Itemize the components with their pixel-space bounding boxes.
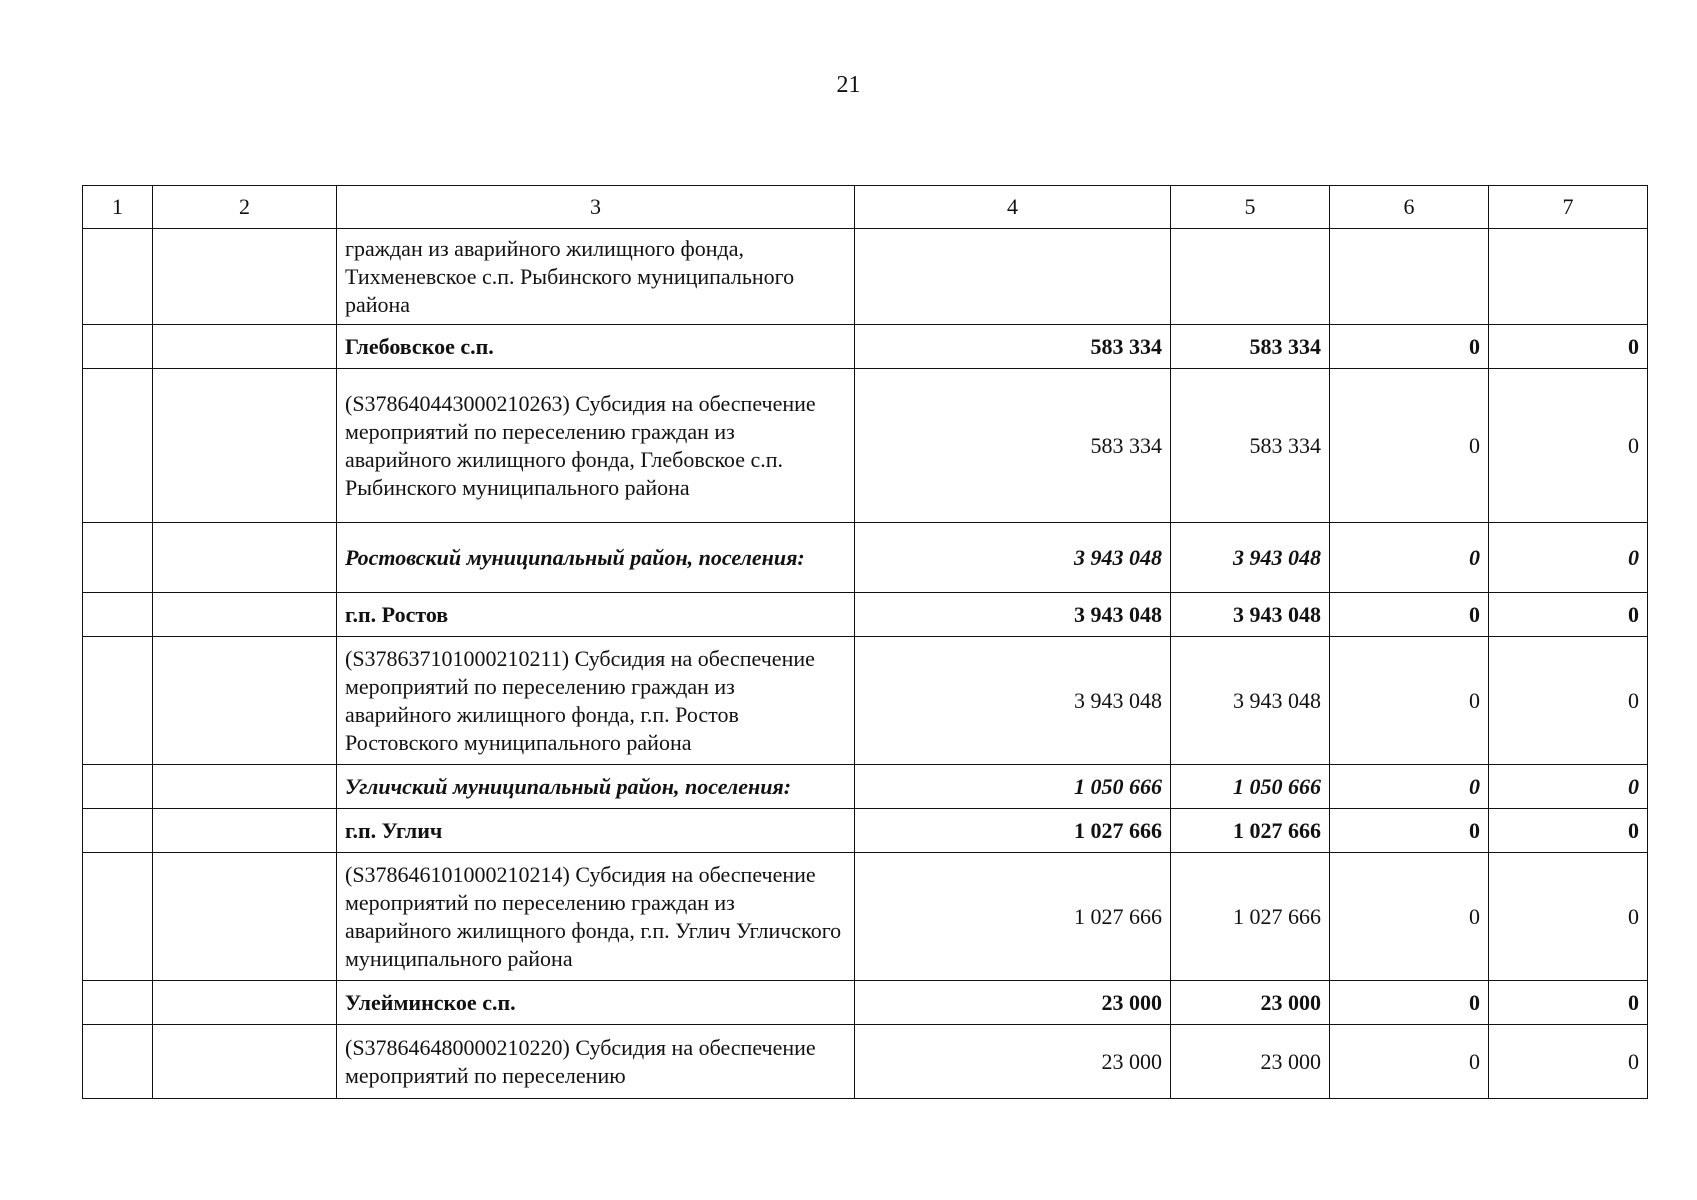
cell-col-1: [83, 523, 153, 593]
cell-col-5: 23 000: [1171, 1025, 1330, 1099]
cell-col-2: [153, 809, 337, 853]
cell-col-5: 3 943 048: [1171, 637, 1330, 765]
cell-col-2: [153, 593, 337, 637]
cell-col-6: 0: [1330, 325, 1489, 369]
cell-col-6: 0: [1330, 637, 1489, 765]
budget-table: [82, 185, 1648, 1099]
table-row: [83, 765, 1648, 809]
cell-description: (S378637101000210211) Субсидия на обеспечение мероприятий по переселению граждан из аварийного жилищного фонда, г.п. Ростов Ростовского муниципального района: [337, 637, 855, 765]
cell-col-5: 3 943 048: [1171, 593, 1330, 637]
header-col-1: 1: [83, 186, 153, 229]
cell-col-1: [83, 229, 153, 325]
table-row: [83, 523, 1648, 593]
cell-col-5: 1 050 666: [1171, 765, 1330, 809]
table-body: [83, 229, 1648, 1099]
cell-col-5: 3 943 048: [1171, 523, 1330, 593]
page-number: 21: [836, 72, 861, 98]
cell-col-7: 0: [1489, 369, 1648, 523]
cell-col-1: [83, 593, 153, 637]
table-row: [83, 853, 1648, 981]
cell-col-1: [83, 325, 153, 369]
cell-col-1: [83, 809, 153, 853]
cell-description: (S378640443000210263) Субсидия на обеспечение мероприятий по переселению граждан из аварийного жилищного фонда, Глебовское с.п. Рыбинского муниципального района: [337, 369, 855, 523]
cell-col-4: 583 334: [855, 325, 1171, 369]
cell-col-1: [83, 369, 153, 523]
cell-col-7: 0: [1489, 853, 1648, 981]
cell-col-2: [153, 981, 337, 1025]
cell-col-6: 0: [1330, 593, 1489, 637]
cell-col-4: 1 027 666: [855, 853, 1171, 981]
cell-col-2: [153, 1025, 337, 1099]
cell-description: Ростовский муниципальный район, поселения:: [337, 523, 855, 593]
cell-col-2: [153, 523, 337, 593]
cell-col-4: 1 050 666: [855, 765, 1171, 809]
header-row: [83, 186, 1648, 229]
cell-col-7: 0: [1489, 593, 1648, 637]
cell-col-5: [1171, 229, 1330, 325]
cell-col-4: 3 943 048: [855, 593, 1171, 637]
cell-col-7: 0: [1489, 325, 1648, 369]
cell-col-7: [1489, 229, 1648, 325]
cell-description: Угличский муниципальный район, поселения:: [337, 765, 855, 809]
table-row: [83, 325, 1648, 369]
cell-col-6: 0: [1330, 523, 1489, 593]
cell-col-4: 583 334: [855, 369, 1171, 523]
header-col-3: 3: [337, 186, 855, 229]
cell-col-6: 0: [1330, 853, 1489, 981]
cell-col-7: 0: [1489, 1025, 1648, 1099]
header-col-6: 6: [1330, 186, 1489, 229]
cell-col-7: 0: [1489, 809, 1648, 853]
cell-col-6: 0: [1330, 1025, 1489, 1099]
cell-col-2: [153, 369, 337, 523]
cell-description: (S378646480000210220) Субсидия на обеспечение мероприятий по переселению: [337, 1025, 855, 1099]
cell-col-2: [153, 853, 337, 981]
cell-col-1: [83, 1025, 153, 1099]
cell-col-2: [153, 229, 337, 325]
cell-col-4: 3 943 048: [855, 523, 1171, 593]
cell-description: (S378646101000210214) Субсидия на обеспечение мероприятий по переселению граждан из аварийного жилищного фонда, г.п. Углич Угличского муниципального района: [337, 853, 855, 981]
cell-col-2: [153, 637, 337, 765]
header-col-5: 5: [1171, 186, 1330, 229]
cell-description: Глебовское с.п.: [337, 325, 855, 369]
cell-col-1: [83, 981, 153, 1025]
header-col-2: 2: [153, 186, 337, 229]
cell-col-4: 23 000: [855, 981, 1171, 1025]
header-col-4: 4: [855, 186, 1171, 229]
cell-col-7: 0: [1489, 637, 1648, 765]
header-col-7: 7: [1489, 186, 1648, 229]
cell-col-4: 1 027 666: [855, 809, 1171, 853]
cell-col-2: [153, 325, 337, 369]
cell-col-5: 583 334: [1171, 325, 1330, 369]
cell-description: граждан из аварийного жилищного фонда, Тихменевское с.п. Рыбинского муниципального района: [337, 229, 855, 325]
cell-col-5: 23 000: [1171, 981, 1330, 1025]
cell-col-4: 3 943 048: [855, 637, 1171, 765]
cell-col-6: [1330, 229, 1489, 325]
cell-description: г.п. Углич: [337, 809, 855, 853]
cell-col-7: 0: [1489, 981, 1648, 1025]
table-row: [83, 229, 1648, 325]
cell-description: Улейминское с.п.: [337, 981, 855, 1025]
cell-col-6: 0: [1330, 809, 1489, 853]
cell-col-6: 0: [1330, 765, 1489, 809]
table-row: [83, 637, 1648, 765]
cell-col-7: 0: [1489, 765, 1648, 809]
cell-col-4: [855, 229, 1171, 325]
cell-col-1: [83, 853, 153, 981]
cell-col-6: 0: [1330, 369, 1489, 523]
cell-col-6: 0: [1330, 981, 1489, 1025]
cell-col-4: 23 000: [855, 1025, 1171, 1099]
cell-col-5: 1 027 666: [1171, 853, 1330, 981]
cell-col-5: 583 334: [1171, 369, 1330, 523]
cell-col-2: [153, 765, 337, 809]
cell-col-1: [83, 637, 153, 765]
table-row: [83, 369, 1648, 523]
table-row: [83, 981, 1648, 1025]
cell-col-5: 1 027 666: [1171, 809, 1330, 853]
cell-col-7: 0: [1489, 523, 1648, 593]
table-row: [83, 1025, 1648, 1099]
table-row: [83, 809, 1648, 853]
cell-col-1: [83, 765, 153, 809]
cell-description: г.п. Ростов: [337, 593, 855, 637]
table-row: [83, 593, 1648, 637]
